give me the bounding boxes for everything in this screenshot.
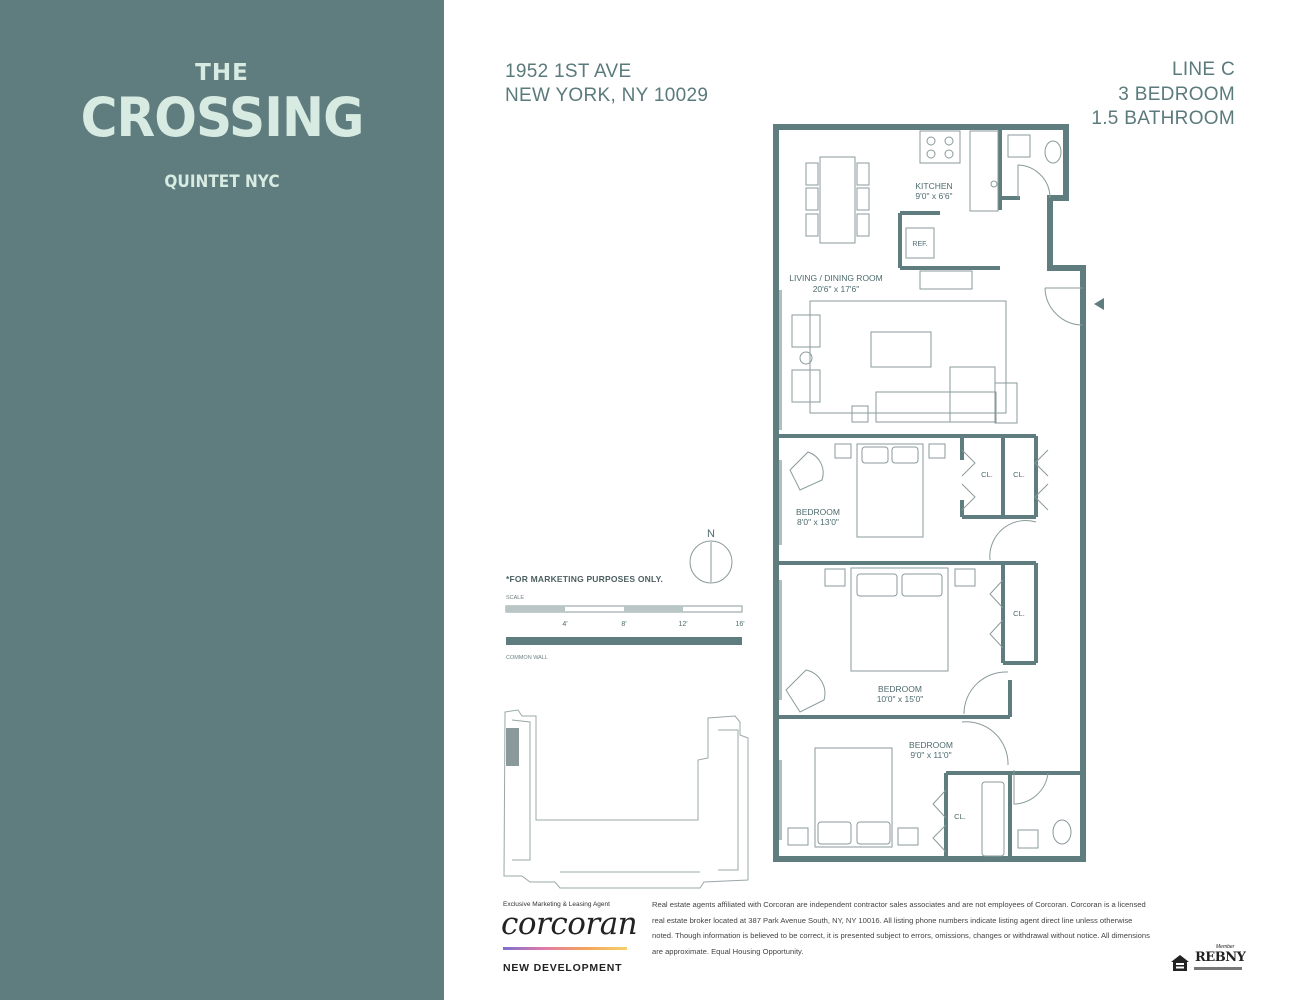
ref-label: REF. [912,241,928,248]
common-wall-swatch [506,637,742,645]
common-wall-label: COMMON WALL [506,655,548,661]
scale-tick: 8' [621,621,627,628]
scale-tick: 4' [562,621,568,628]
rebny-logo: REBNY [1195,950,1246,965]
marketing-note: *FOR MARKETING PURPOSES ONLY. [506,574,664,584]
closet-label: CL. [1013,609,1025,618]
brand-title-the: THE [195,60,249,86]
bedroom3-size: 9'0" x 11'0" [910,750,952,760]
bedroom3-label: BEDROOM [909,740,953,750]
bedroom2-label: BEDROOM [878,684,922,694]
rebny-member-label: Member [1216,944,1235,950]
legal-disclaimer: Real estate agents affiliated with Corcoran are independent contractor sales associates and are not employees of Corcoran. Corcoran is a licensed real estate broker located at 387 Park Avenue South, NY, NY 10016. All listing phone numbers indicate listing agent direct line unless otherwise noted. Though information is believed to be correct, it is presented subject to errors, omissions, changes or withdrawal without notice. All dimensions are approximate. Equal Housing Opportunity. [652,900,1150,956]
scale-bar [506,606,745,645]
unit-bedrooms: 3 BEDROOM [1118,83,1235,105]
address-city: NEW YORK, NY 10029 [505,85,709,106]
bedroom1-size: 8'0" x 13'0" [797,517,839,527]
bedroom1-label: BEDROOM [796,507,840,517]
closet-label: CL. [1013,470,1025,479]
equal-housing-icon [1170,954,1190,972]
logo-rainbow-bar [503,947,627,950]
living-size: 20'6" x 17'6" [812,284,860,294]
scale-tick: 16' [735,621,745,628]
unit-bathrooms: 1.5 BATHROOM [1091,108,1235,129]
corcoran-logo: corcoran [501,906,638,942]
living-label: LIVING / DINING ROOM [789,273,883,283]
rebny-underline [1194,967,1242,970]
address-street: 1952 1ST AVE [505,61,632,82]
kitchen-label: KITCHEN [915,181,953,191]
agent-label: Exclusive Marketing & Leasing Agent [503,901,610,908]
brand-subtitle: QUINTET NYC [164,172,280,192]
scale-tick: 12' [678,621,688,628]
compass-icon [690,528,732,583]
bedroom2-size: 10'0" x 15'0" [876,694,924,704]
kitchen-size: 9'0" x 6'6" [915,191,953,201]
compass-north-label: N [707,528,715,540]
closet-label: CL. [954,812,966,821]
brand-title-crossing: CROSSING [80,86,364,149]
key-plan [504,710,748,888]
new-development-label: NEW DEVELOPMENT [503,962,623,974]
scale-label: SCALE [506,595,525,601]
entry-marker-icon [1094,298,1104,310]
unit-line: LINE C [1171,59,1235,80]
closet-label: CL. [981,470,993,479]
